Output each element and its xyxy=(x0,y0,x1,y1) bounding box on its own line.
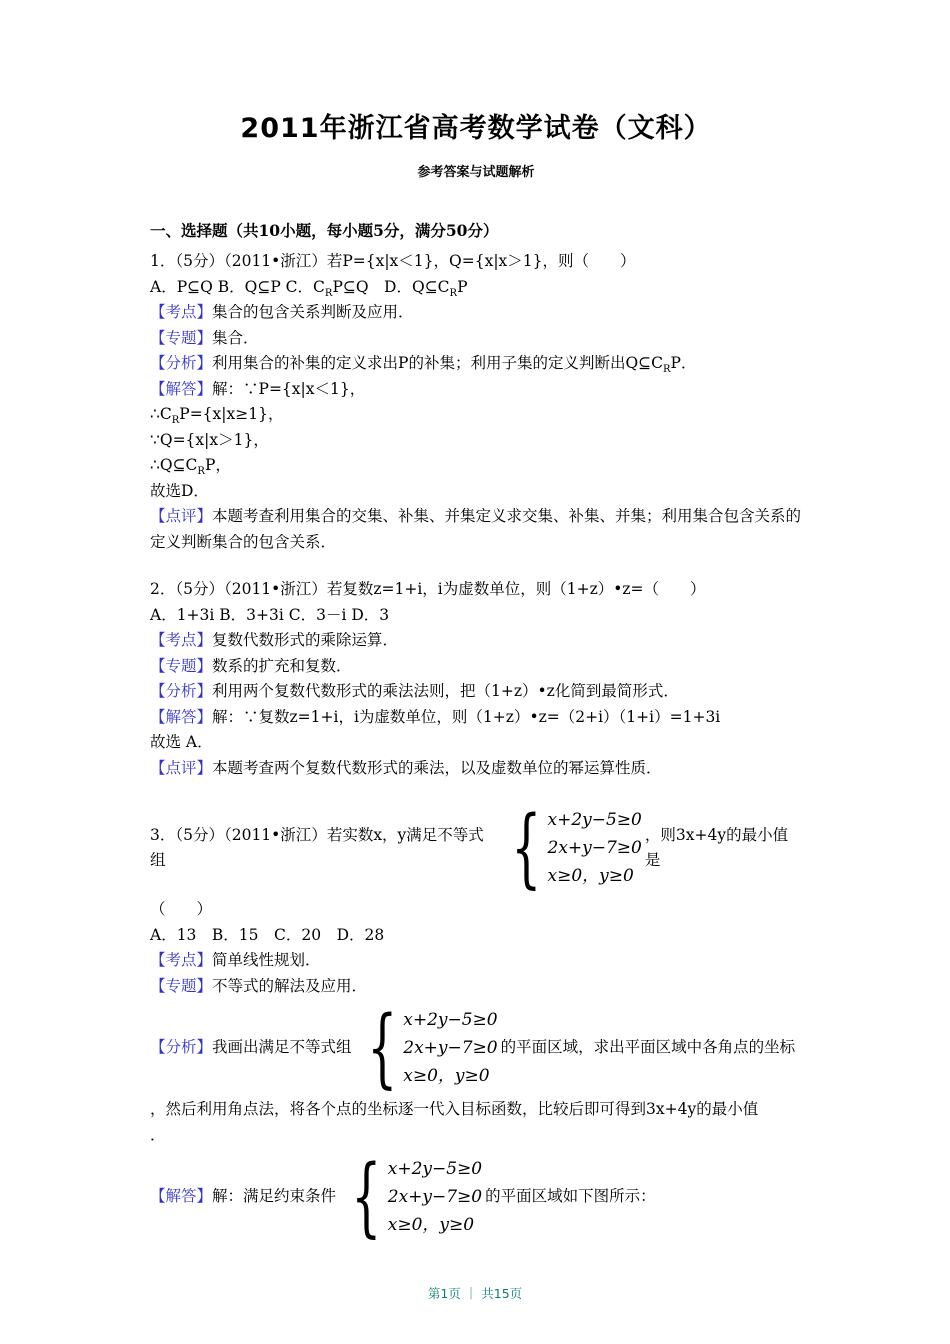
inequality-system xyxy=(499,798,642,898)
zhuanti-label: 【专题】 xyxy=(150,328,213,347)
subscript-r: R xyxy=(449,287,458,299)
subscript-r: R xyxy=(663,364,671,376)
q1-jieda2-end: P={x|x≥1}， xyxy=(179,405,284,423)
q3-stem xyxy=(150,798,802,898)
q1-zhuanti-line xyxy=(150,326,802,352)
jieda-label: 【解答】 xyxy=(150,1187,213,1206)
system-rows xyxy=(403,1006,497,1090)
q2-dianping-text: 本题考查两个复数代数形式的乘法，以及虚数单位的幂运算性质． xyxy=(212,758,662,777)
q3-zhuanti-line xyxy=(150,974,802,1000)
system-row-3: x≥0，y≥0 xyxy=(547,866,634,886)
q3-options xyxy=(150,923,802,949)
q3-stem-pre: 3．（5分）（2011•浙江）若实数x，y满足不等式组 xyxy=(150,825,484,869)
q2-options xyxy=(150,603,802,629)
system-row-3: x≥0，y≥0 xyxy=(387,1215,475,1235)
q2-zhuanti-line xyxy=(150,654,802,680)
page-footer xyxy=(0,1284,950,1302)
left-brace-glyph: { xyxy=(366,998,397,1098)
q2-stem xyxy=(150,577,802,603)
q1-zhuanti-text: 集合． xyxy=(212,328,259,347)
subscript-r: R xyxy=(171,415,180,427)
q3-fenxi-continuation-2 xyxy=(150,1123,802,1149)
system-rows xyxy=(388,1155,482,1239)
q3-stem-cont-text: （ ） xyxy=(150,900,213,918)
zhuanti-label: 【专题】 xyxy=(150,976,213,995)
q3-fenxi-pre: 我画出满足不等式组 xyxy=(212,1038,352,1057)
kaodian-label: 【考点】 xyxy=(150,631,213,649)
system-rows xyxy=(548,806,642,890)
q1-options-pre: A．P⊆Q B．Q⊆P C．C xyxy=(150,277,325,296)
fenxi-label: 【分析】 xyxy=(150,682,213,700)
q2-stem-text: 2．（5分）（2011•浙江）若复数z=1+i，i为虚数单位，则（1+z）•z=（ ） xyxy=(150,580,706,598)
dianping-label: 【点评】 xyxy=(150,758,213,777)
jieda-label: 【解答】 xyxy=(150,707,213,726)
q1-jieda-text-3: ∵Q={x|x＞1}， xyxy=(150,430,269,449)
footer-total-pages: 共15页 xyxy=(481,1286,523,1301)
page-subtitle: 参考答案与试题解析 xyxy=(417,165,535,180)
system-row-1: x+2y−5≥0 xyxy=(387,1159,483,1179)
fenxi-label: 【分析】 xyxy=(150,354,213,372)
q1-answer-line xyxy=(150,479,802,505)
q1-options xyxy=(150,275,802,301)
system-row-1: x+2y−5≥0 xyxy=(547,810,642,830)
q2-zhuanti-text: 数系的扩充和复数． xyxy=(212,656,352,675)
subscript-r: R xyxy=(324,287,333,299)
q1-options-mid: P⊆Q D．Q⊆C xyxy=(332,277,450,296)
q1-kaodian-text: 集合的包含关系判断及应用． xyxy=(212,303,414,321)
q1-kaodian-line xyxy=(150,300,802,326)
q2-options-text: A．1+3i B．3+3i C．3－i D．3 xyxy=(150,605,390,624)
kaodian-label: 【考点】 xyxy=(150,951,213,969)
q3-fenxi-post: 的平面区域，求出平面区域中各角点的坐标 xyxy=(500,1038,796,1057)
q2-jieda-text-1: 解：∵复数z=1+i，i为虚数单位，则（1+z）•z=（2+i）（1+i）=1+3i xyxy=(212,707,721,726)
q1-jieda4-end: P， xyxy=(204,456,231,474)
q1-jieda-line-3 xyxy=(150,428,802,454)
q1-jieda-line-4 xyxy=(150,453,802,479)
q1-dianping-text: 本题考查利用集合的交集、补集、并集定义求交集、补集、并集；利用集合包含关系的定义判断集合的包含关系． xyxy=(150,507,802,551)
q1-fenxi-line xyxy=(150,351,802,377)
q2-fenxi-text: 利用两个复数代数形式的乘法法则，把（1+z）•z化简到最简形式． xyxy=(212,682,679,700)
q2-jieda-line-1 xyxy=(150,705,802,731)
left-brace-glyph: { xyxy=(511,798,542,898)
q2-kaodian-line xyxy=(150,628,802,654)
question-3 xyxy=(150,798,802,1247)
q1-jieda4-pre: ∴Q⊆C xyxy=(150,456,198,474)
section-heading: 一、选择题（共10小题，每小题5分，满分50分） xyxy=(150,221,499,240)
q1-jieda-line-1 xyxy=(150,377,802,403)
q1-jieda-text-1: 解：∵P={x|x＜1}， xyxy=(212,379,366,398)
page-title: 2011年浙江省高考数学试卷（文科） xyxy=(240,113,712,144)
footer-separator: ｜ xyxy=(464,1286,478,1301)
fenxi-label: 【分析】 xyxy=(150,1038,213,1057)
q2-dianping-line xyxy=(150,756,802,782)
q1-jieda2-pre: ∴C xyxy=(150,405,172,423)
system-row-2: 2x+y−7≥0 xyxy=(403,1038,498,1058)
q3-jieda-post: 的平面区域如下图所示： xyxy=(485,1187,656,1206)
q3-jieda-line xyxy=(150,1147,802,1247)
q3-stem-continuation xyxy=(150,897,802,923)
system-row-2: 2x+y−7≥0 xyxy=(387,1187,483,1207)
q3-zhuanti-text: 不等式的解法及应用． xyxy=(212,976,368,995)
q1-dianping-line xyxy=(150,504,802,555)
q3-fenxi-line xyxy=(150,998,802,1098)
q1-jieda-line-2 xyxy=(150,402,802,428)
q3-jieda-pre: 解：满足约束条件 xyxy=(212,1187,337,1206)
q3-kaodian-text: 简单线性规划． xyxy=(212,951,321,969)
left-brace-glyph: { xyxy=(351,1147,382,1247)
q2-answer-text: 故选 A． xyxy=(150,733,213,751)
zhuanti-label: 【专题】 xyxy=(150,656,213,675)
q3-stem-post: ，则3x+4y的最小值是 xyxy=(644,825,789,869)
q3-fenxi-continuation-1 xyxy=(150,1097,802,1123)
q1-stem-text: 1．（5分）（2011•浙江）若P={x|x＜1}，Q={x|x＞1}，则（ ） xyxy=(150,252,636,270)
inequality-system xyxy=(355,998,498,1098)
q3-options-text: A．13 B．15 C．20 D．28 xyxy=(150,925,385,944)
q2-fenxi-line xyxy=(150,679,802,705)
kaodian-label: 【考点】 xyxy=(150,303,213,321)
inequality-system xyxy=(339,1147,483,1247)
q1-stem xyxy=(150,249,802,275)
system-row-2: 2x+y−7≥0 xyxy=(547,838,642,858)
footer-page-number: 第1页 xyxy=(427,1286,461,1301)
dianping-label: 【点评】 xyxy=(150,507,213,525)
q3-fenxi-cont-text-2: ． xyxy=(150,1125,166,1144)
q2-kaodian-text: 复数代数形式的乘除运算． xyxy=(212,631,399,649)
q1-fenxi-end: P． xyxy=(670,354,697,372)
q1-fenxi-pre: 利用集合的补集的定义求出P的补集；利用子集的定义判断出Q⊆C xyxy=(212,354,664,372)
q3-fenxi-cont-text-1: ，然后利用角点法，将各个点的坐标逐一代入目标函数，比较后即可得到3x+4y的最小值 xyxy=(150,1100,759,1118)
system-row-3: x≥0，y≥0 xyxy=(403,1066,490,1086)
question-1 xyxy=(150,249,802,555)
q2-answer-line xyxy=(150,730,802,756)
system-row-1: x+2y−5≥0 xyxy=(403,1010,498,1030)
jieda-label: 【解答】 xyxy=(150,379,213,398)
subscript-r: R xyxy=(197,466,205,478)
q1-answer-text: 故选D． xyxy=(150,481,209,500)
question-2 xyxy=(150,577,802,781)
q1-options-end: P xyxy=(457,277,468,296)
q3-kaodian-line xyxy=(150,948,802,974)
